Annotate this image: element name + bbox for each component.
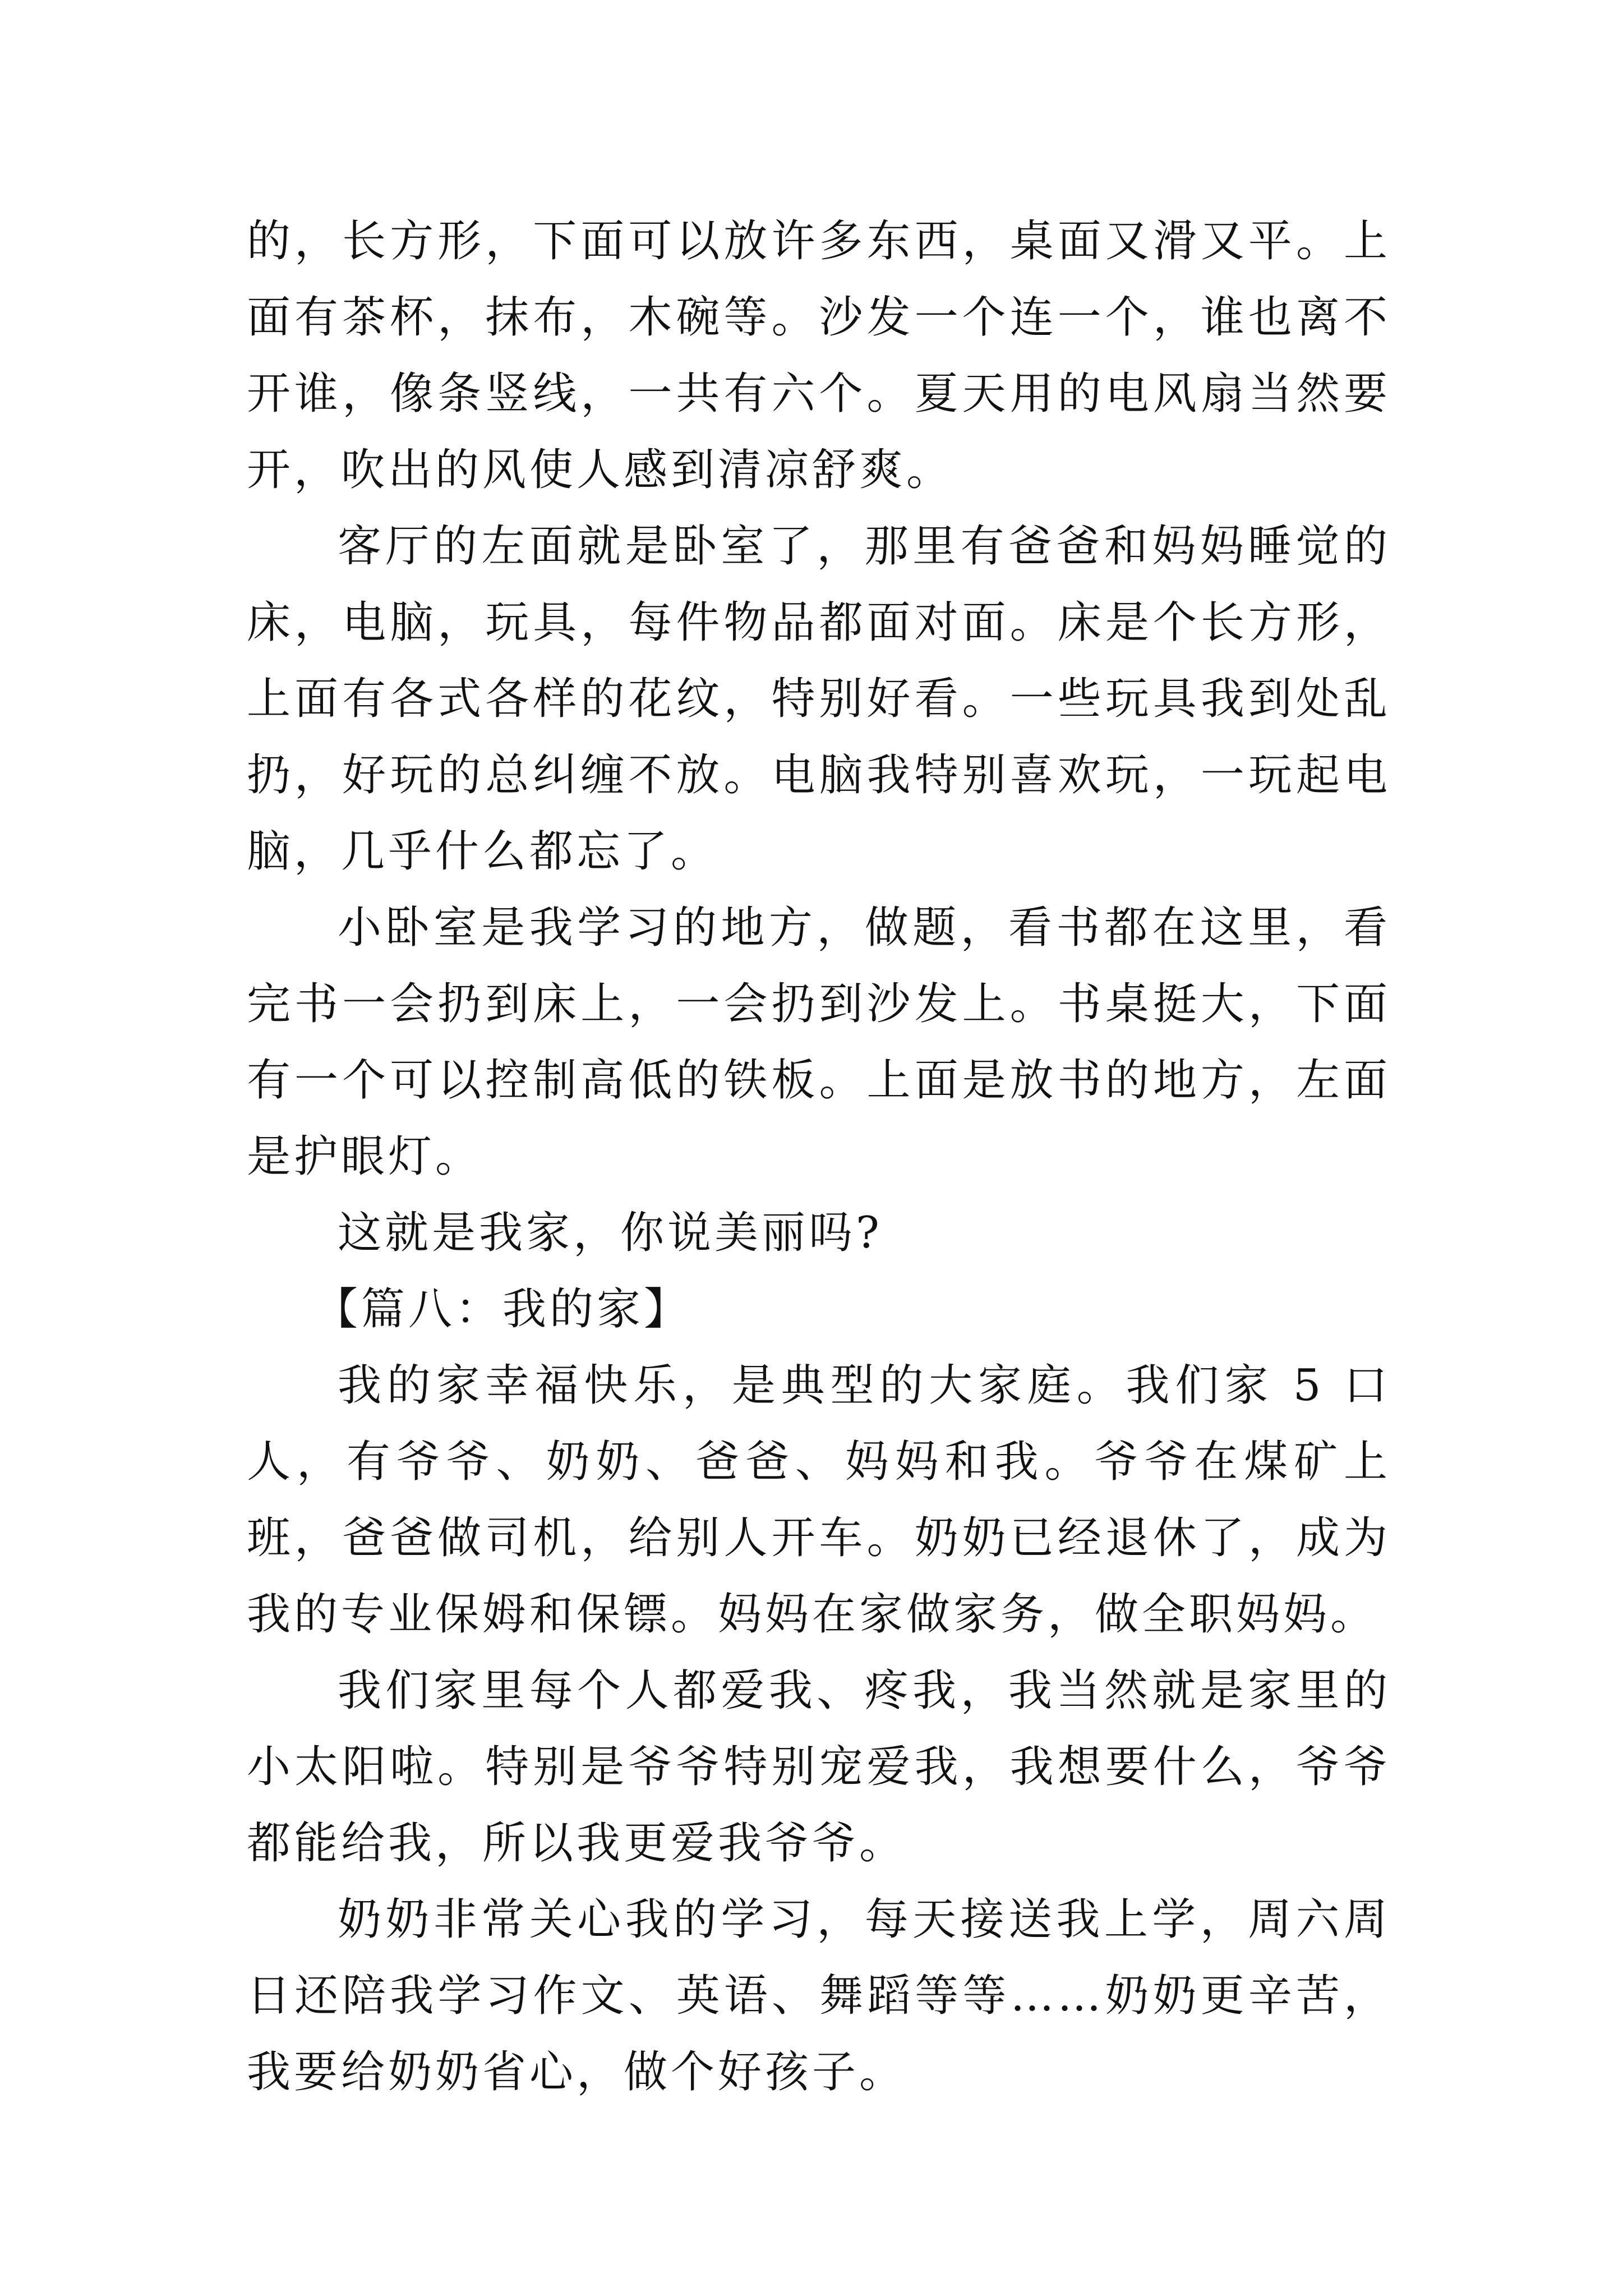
paragraph-small-bedroom: 小卧室是我学习的地方，做题，看书都在这里，看完书一会扔到床上，一会扔到沙发上。书桌挺大，下面有一个可以控制高低的铁板。上面是放书的地方，左面是护眼灯。 (247, 903, 1391, 1182)
paragraph-grandma: 奶奶非常关心我的学习，每天接送我上学，周六周日还陪我学习作文、英语、舞蹈等等……奶奶更辛苦，我要给奶奶省心，做个好孩子。 (247, 1894, 1391, 2097)
paragraph-family-intro: 我的家幸福快乐，是典型的大家庭。我们家 5 口人，有爷爷、奶奶、爸爸、妈妈和我。爷爷在煤矿上班，爸爸做司机，给别人开车。奶奶已经退休了，成为我的专业保姆和保镖。妈妈在家做家务，做全职妈妈。 (247, 1360, 1391, 1640)
paragraph-continued: 的，长方形，下面可以放许多东西，桌面又滑又平。上面有茶杯，抹布，木碗等。沙发一个连一个，谁也离不开谁，像条竖线，一共有六个。夏天用的电风扇当然要开，吹出的风使人感到清凉舒爽。 (247, 216, 1391, 495)
document-body (247, 203, 1391, 2110)
paragraph-closing-question: 这就是我家，你说美丽吗? (338, 1208, 883, 1258)
paragraph-family-love: 我们家里每个人都爱我、疼我，我当然就是家里的小太阳啦。特别是爷爷特别宠爱我，我想要什么，爷爷都能给我，所以我更爱我爷爷。 (247, 1665, 1391, 1869)
paragraph-bedroom: 客厅的左面就是卧室了，那里有爸爸和妈妈睡觉的床，电脑，玩具，每件物品都面对面。床是个长方形，上面有各式各样的花纹，特别好看。一些玩具我到处乱扔，好玩的总纠缠不放。电脑我特别喜欢玩，一玩起电脑，几乎什么都忘了。 (247, 521, 1391, 877)
section-heading: 【篇八：我的家】 (314, 1284, 691, 1335)
